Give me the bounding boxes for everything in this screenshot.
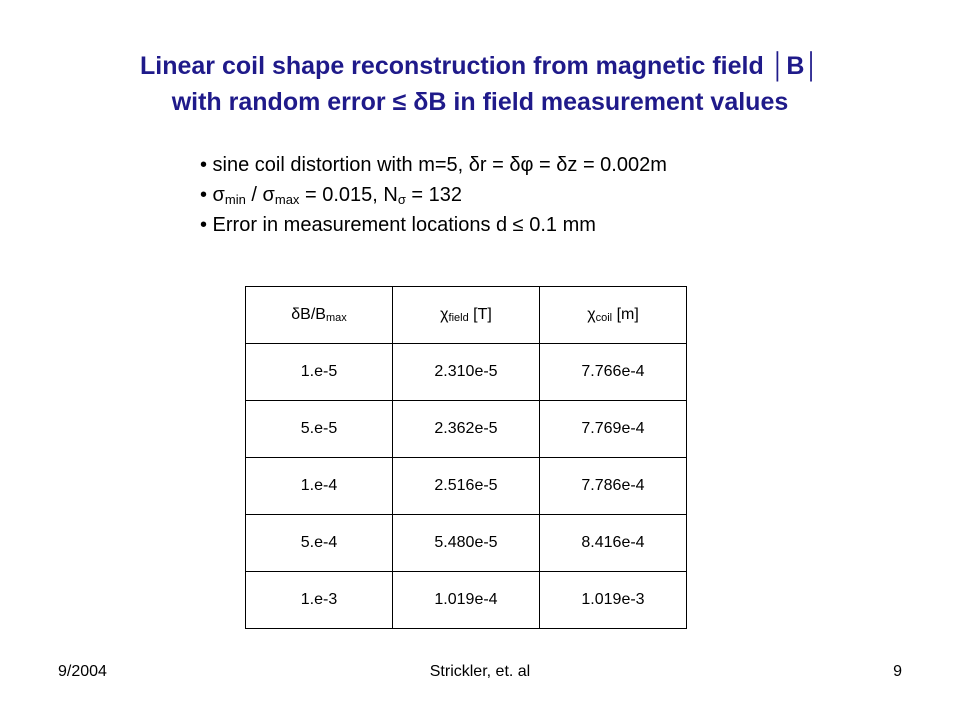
- cell-delta-b: 1.e-3: [246, 572, 393, 629]
- header-chi-field-unit: [T]: [468, 306, 492, 323]
- cell-chi-coil: 7.769e-4: [540, 401, 687, 458]
- cell-chi-coil: 8.416e-4: [540, 515, 687, 572]
- table-row: [246, 458, 687, 515]
- header-delta-b-main: δB/B: [291, 306, 326, 323]
- table-header-row: [246, 287, 687, 344]
- slide-title: [0, 48, 960, 120]
- table-row: [246, 401, 687, 458]
- bullet-sigma-value: = 0.015, N: [299, 184, 398, 206]
- header-delta-b-sub: max: [325, 312, 347, 324]
- cell-chi-coil: 1.019e-3: [540, 572, 687, 629]
- cell-chi-field: 2.516e-5: [393, 458, 540, 515]
- cell-delta-b: 5.e-4: [246, 515, 393, 572]
- bullet-n-sigma-value: = 132: [405, 184, 463, 206]
- header-chi-field-main: χ: [440, 306, 449, 323]
- bullet-sigma-prefix: • σ: [200, 184, 225, 206]
- cell-delta-b: 5.e-5: [246, 401, 393, 458]
- cell-chi-field: 2.362e-5: [393, 401, 540, 458]
- header-delta-b: [246, 287, 393, 344]
- footer-author: Strickler, et. al: [429, 663, 531, 680]
- header-chi-field-sub: field: [448, 312, 469, 324]
- header-chi-coil-sub: coil: [595, 312, 613, 324]
- bullet-list: [200, 150, 667, 240]
- cell-chi-coil: 7.786e-4: [540, 458, 687, 515]
- title-line-2: with random error ≤ δB in field measurement values: [171, 88, 789, 116]
- title-line-1: Linear coil shape reconstruction from magnetic field │B│: [140, 52, 820, 80]
- cell-delta-b: 1.e-5: [246, 344, 393, 401]
- header-chi-coil-unit: [m]: [612, 306, 639, 323]
- bullet-sigma-ratio: [200, 180, 667, 210]
- cell-chi-coil: 7.766e-4: [540, 344, 687, 401]
- footer-page-number: 9: [893, 663, 902, 680]
- results-table: [245, 286, 687, 629]
- header-chi-coil-main: χ: [587, 306, 596, 323]
- bullet-measurement-error: • Error in measurement locations d ≤ 0.1 mm: [200, 214, 596, 236]
- cell-chi-field: 2.310e-5: [393, 344, 540, 401]
- table-row: [246, 515, 687, 572]
- table-row: [246, 572, 687, 629]
- cell-chi-field: 1.019e-4: [393, 572, 540, 629]
- bullet-sigma-divider: / σ: [245, 184, 275, 206]
- footer-date: 9/2004: [58, 663, 107, 680]
- header-chi-coil: [540, 287, 687, 344]
- table-row: [246, 344, 687, 401]
- cell-chi-field: 5.480e-5: [393, 515, 540, 572]
- sigma-max-subscript: max: [274, 192, 300, 207]
- cell-delta-b: 1.e-4: [246, 458, 393, 515]
- bullet-coil-distortion: • sine coil distortion with m=5, δr = δφ = δz = 0.002m: [200, 154, 667, 176]
- n-sigma-subscript: σ: [397, 192, 406, 207]
- header-chi-field: [393, 287, 540, 344]
- sigma-min-subscript: min: [224, 192, 246, 207]
